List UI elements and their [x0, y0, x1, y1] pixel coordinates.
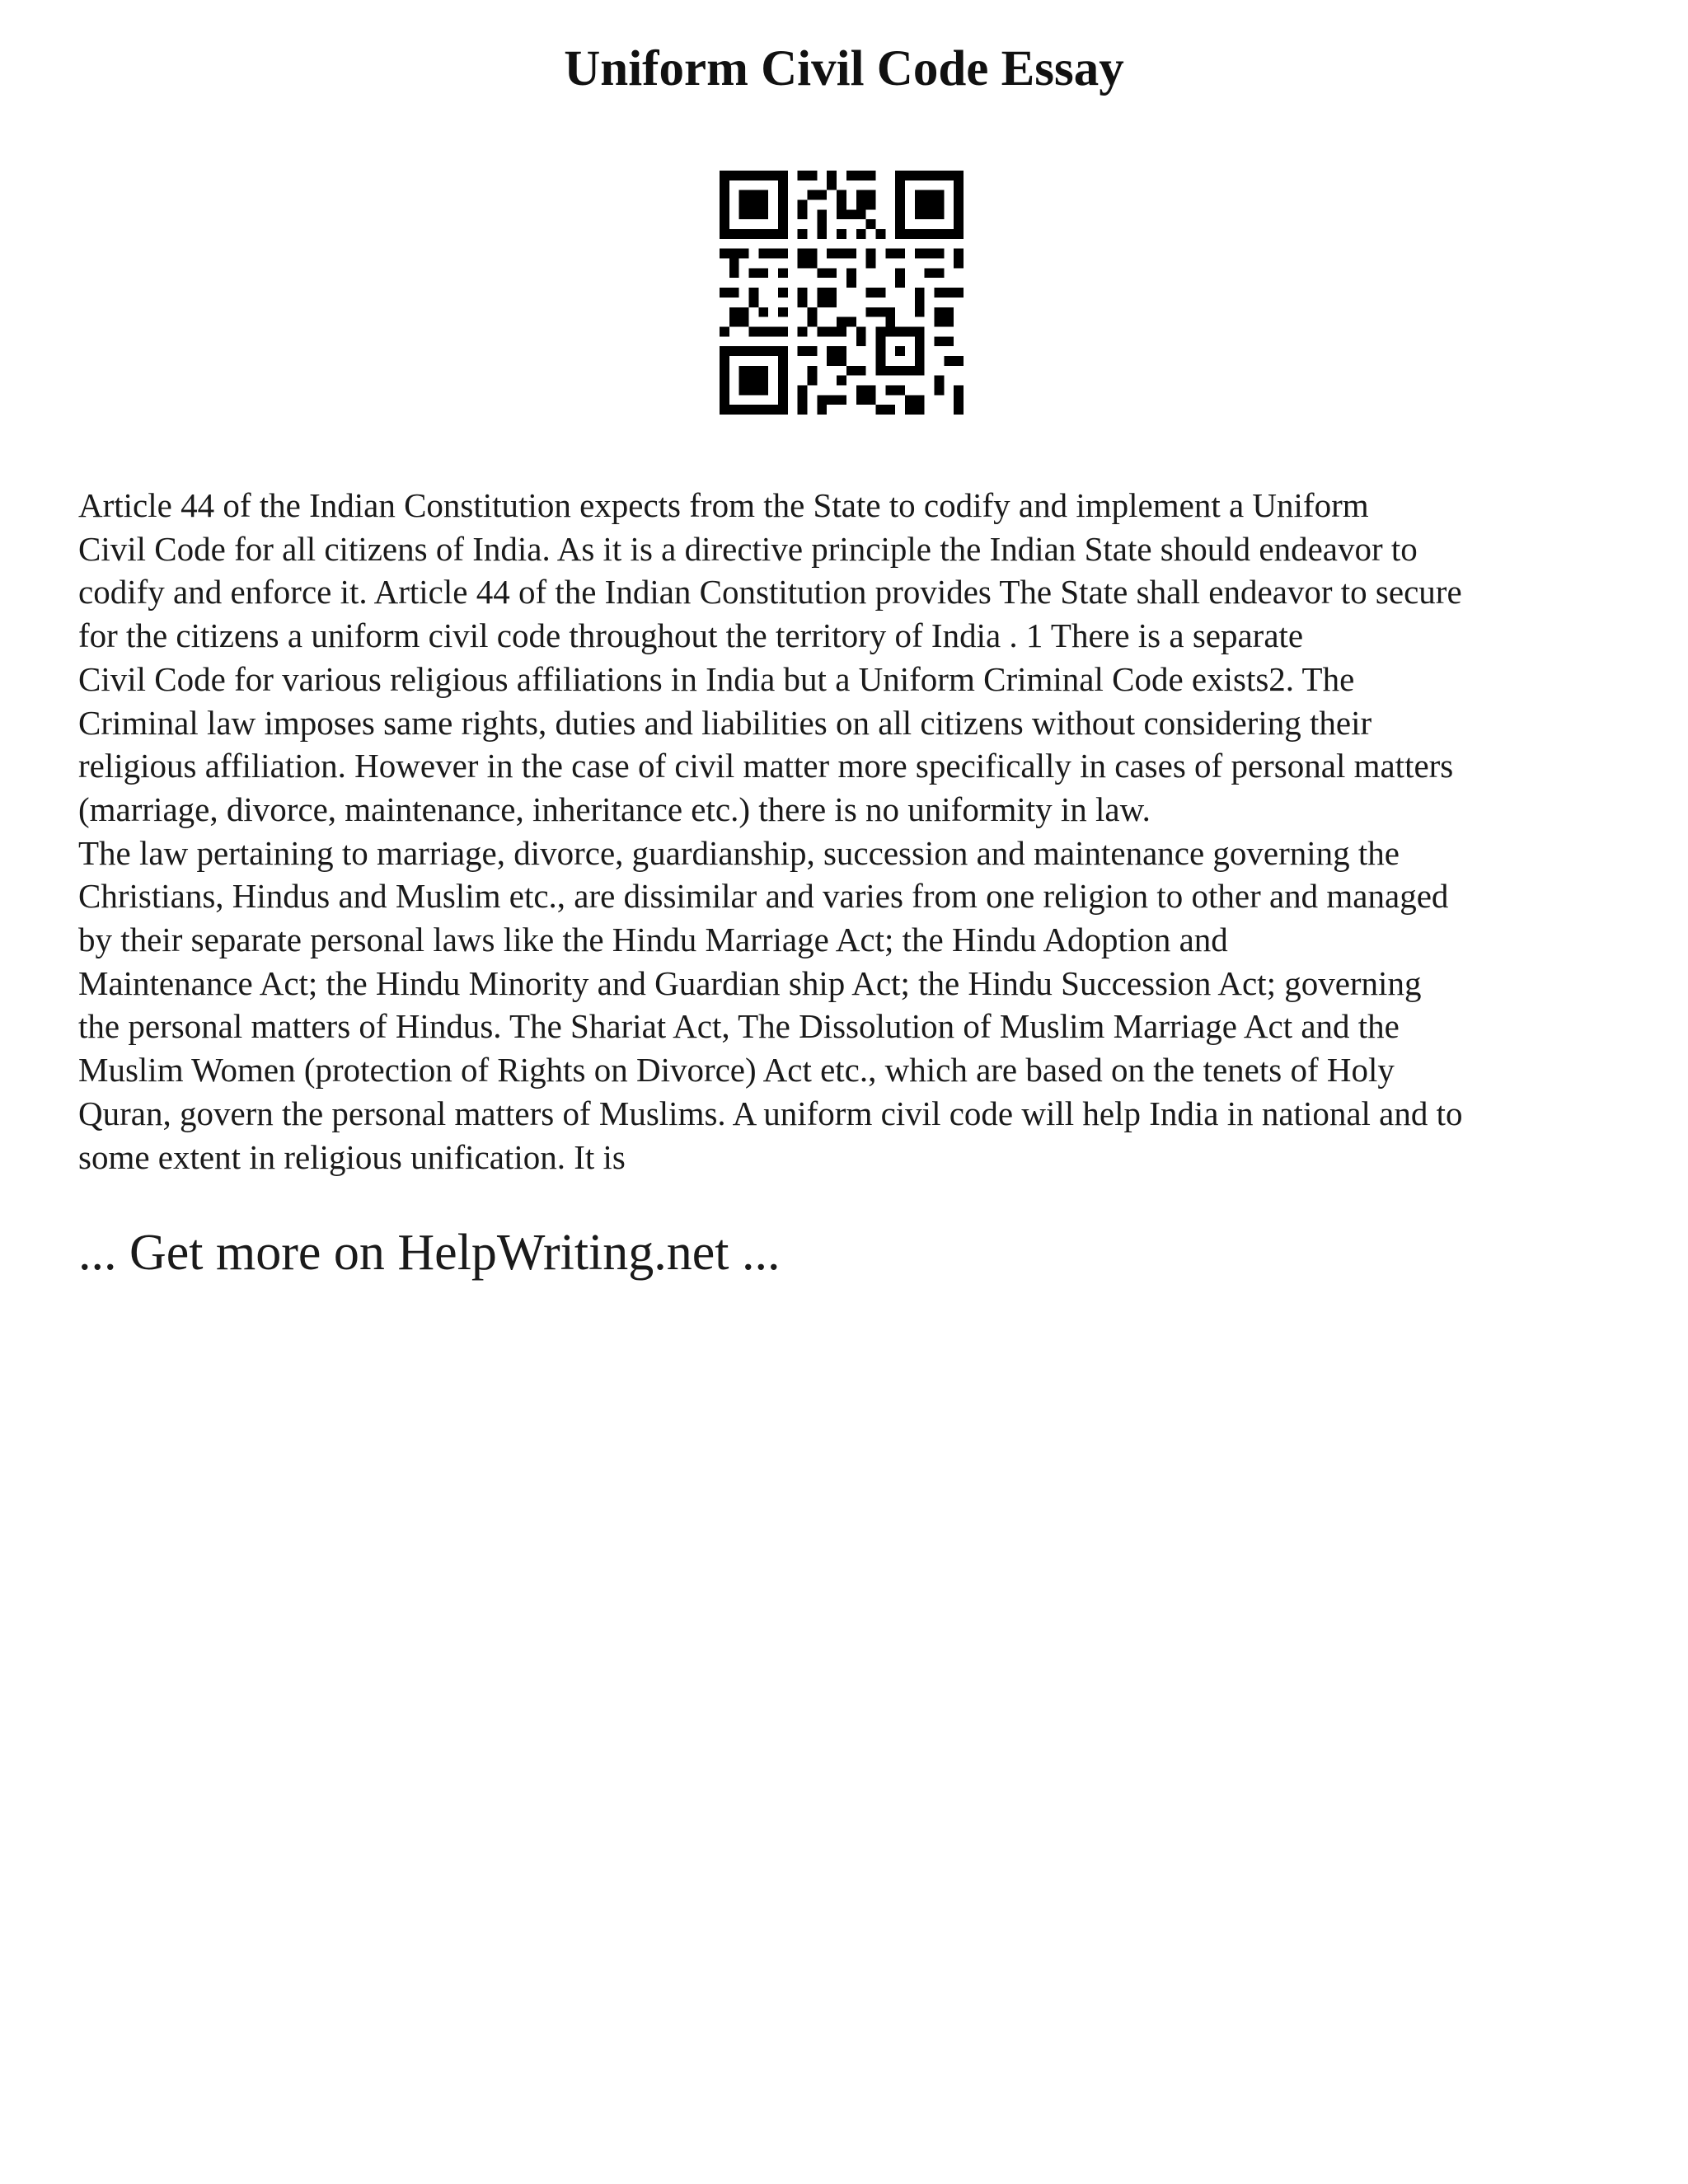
body-line: some extent in religious unification. It is — [78, 1137, 626, 1176]
body-line: Christians, Hindus and Muslim etc., are dissimilar and varies from one religion to other and managed — [78, 877, 1449, 916]
qr-code-icon — [720, 171, 964, 415]
body-line: for the citizens a uniform civil code throughout the territory of India . 1 There is a separate — [78, 616, 1304, 655]
body-line: Maintenance Act; the Hindu Minority and Guardian ship Act; the Hindu Succession Act; governing — [78, 963, 1422, 1002]
body-line: religious affiliation. However in the case of civil matter more specifically in cases of personal matters — [78, 747, 1454, 785]
get-more-link[interactable]: ... Get more on HelpWriting.net ... — [78, 1225, 781, 1281]
body-line: by their separate personal laws like the Hindu Marriage Act; the Hindu Adoption and — [78, 921, 1228, 959]
body-line: the personal matters of Hindus. The Shariat Act, The Dissolution of Muslim Marriage Act and the — [78, 1007, 1400, 1046]
body-line: Criminal law imposes same rights, duties and liabilities on all citizens without considering their — [78, 703, 1372, 742]
essay-body — [78, 484, 1644, 1179]
body-line: codify and enforce it. Article 44 of the Indian Constitution provides The State shall endeavor to secure — [78, 573, 1462, 612]
body-line: Muslim Women (protection of Rights on Divorce) Act etc., which are based on the tenets of Holy — [78, 1051, 1395, 1090]
body-line: Civil Code for all citizens of India. As it is a directive principle the Indian State should endeavor to — [78, 529, 1418, 568]
page-title: Uniform Civil Code Essay — [564, 41, 1124, 96]
body-line: Article 44 of the Indian Constitution expects from the State to codify and implement a Uniform — [78, 486, 1369, 524]
body-line: (marriage, divorce, maintenance, inheritance etc.) there is no uniformity in law. — [78, 790, 1151, 828]
body-line: The law pertaining to marriage, divorce, guardianship, succession and maintenance governing the — [78, 833, 1400, 872]
body-line: Quran, govern the personal matters of Muslims. A uniform civil code will help India in national and to — [78, 1094, 1463, 1132]
body-line: Civil Code for various religious affiliations in India but a Uniform Criminal Code exists2. The — [78, 659, 1355, 698]
